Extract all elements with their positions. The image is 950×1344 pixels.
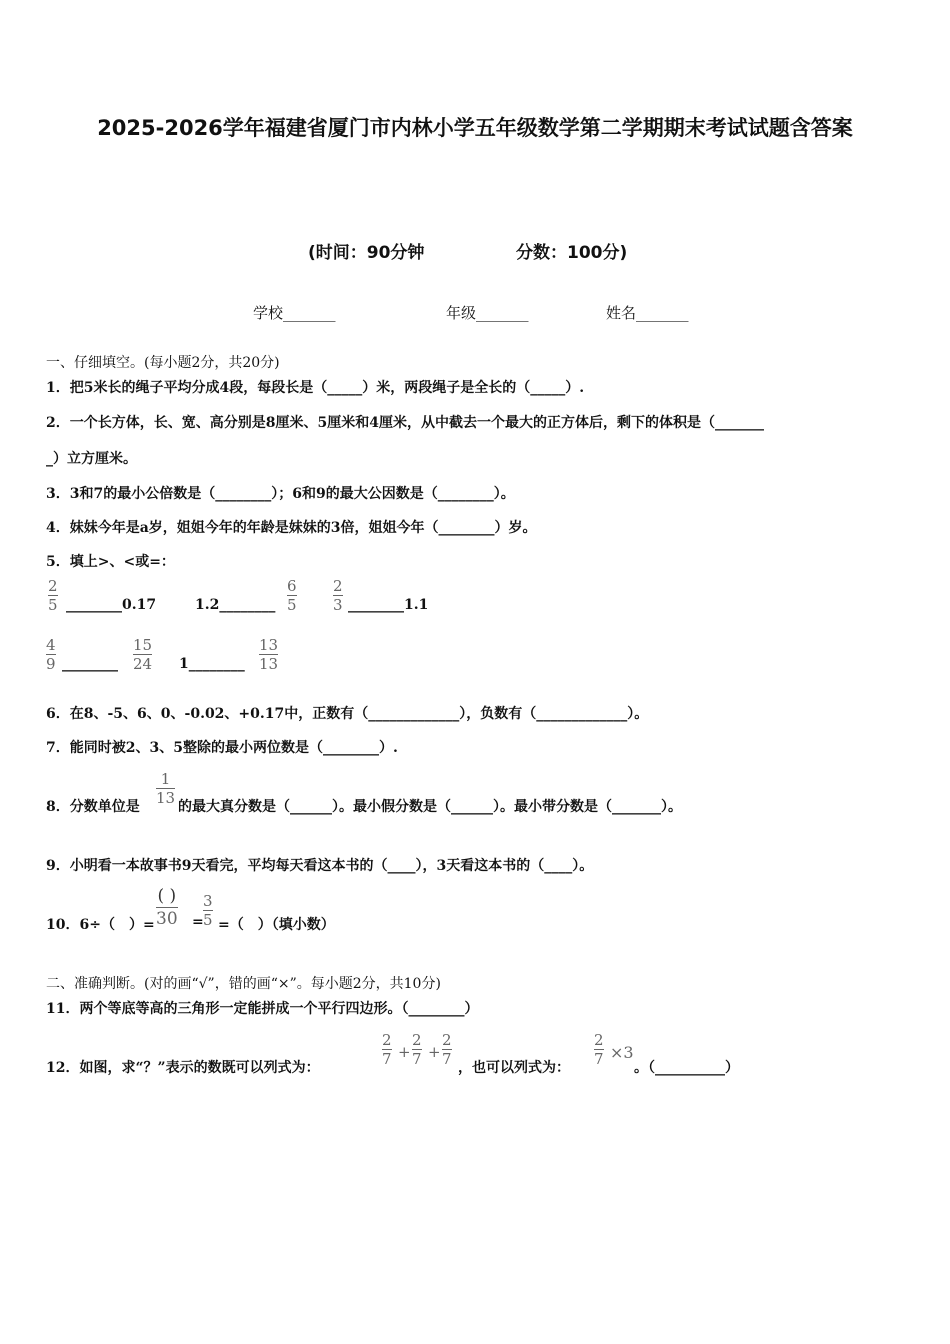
equals-sign: = [192, 914, 204, 930]
question-12-end: 。（__________） [634, 1060, 739, 1076]
fraction-2-3: 2 3 [333, 577, 343, 614]
exam-score: 分数：100分) [516, 243, 628, 263]
section-2-heading: 二、准确判断。(对的画“√”，错的画“×”。每小题2分，共10分) [46, 976, 441, 992]
question-1: 1．把5米长的绳子平均分成4段，每段长是（_____）米，两段绳子是全长的（_____）. [46, 380, 585, 396]
question-12-start: 12．如图，求“？”表示的数既可以列式为： [46, 1060, 320, 1076]
question-9: 9．小明看一本故事书9天看完，平均每天看这本书的（____），3天看这本书的（____）。 [46, 858, 594, 874]
fraction-4-9: 4 9 [46, 636, 56, 673]
compare-blank-2[interactable]: 1.2________ [195, 597, 276, 613]
fraction-15-24: 15 24 [133, 636, 153, 673]
compare-blank-1[interactable]: ________0.17 [66, 597, 157, 613]
fraction-blank-30: ( ) 30 [156, 886, 178, 929]
question-8-end: 的最大真分数是（______）。最小假分数是（______）。最小带分数是（_______）。 [178, 799, 682, 815]
exam-time: (时间：90分钟 [308, 243, 425, 263]
question-7: 7．能同时被2、3、5整除的最小两位数是（________）. [46, 740, 398, 756]
question-2-line-2: _）立方厘米。 [46, 451, 137, 467]
question-3: 3．3和7的最小公倍数是（________）；6和9的最大公因数是（________）。 [46, 486, 515, 502]
fraction-3-5: 3 5 [203, 892, 213, 929]
times-three: ×3 [610, 1043, 634, 1062]
section-1-heading: 一、仔细填空。(每小题2分，共20分) [46, 355, 280, 371]
fraction-2-7-c: 2 7 [442, 1031, 452, 1068]
plus-sign-1: + [398, 1043, 411, 1061]
school-field[interactable]: 学校_______ [253, 304, 336, 322]
compare-blank-5[interactable]: 1________ [179, 656, 245, 672]
fraction-2-7-d: 2 7 [594, 1031, 604, 1068]
question-4: 4．妹妹今年是a岁，姐姐今年的年龄是妹妹的3倍，姐姐今年（________）岁。 [46, 520, 537, 536]
fraction-2-7-b: 2 7 [412, 1031, 422, 1068]
plus-sign-2: + [428, 1043, 441, 1061]
fraction-1-13: 1 13 [156, 770, 176, 807]
compare-blank-4[interactable]: ________ [62, 656, 118, 672]
fraction-2-5: 2 5 [48, 577, 58, 614]
page-title: 2025-2026学年福建省厦门市内林小学五年级数学第二学期期末考试试题含答案 [97, 116, 853, 140]
name-field[interactable]: 姓名_______ [606, 304, 689, 322]
question-10-end: =（ ）（填小数） [218, 917, 335, 933]
question-10-start: 10．6÷（ ）= [46, 917, 155, 933]
question-5: 5．填上>、<或=： [46, 554, 175, 570]
question-2-line-1: 2．一个长方体，长、宽、高分别是8厘米、5厘米和4厘米，从中截去一个最大的正方体后，剩下的体积是（_______ [46, 415, 764, 431]
question-11: 11．两个等底等高的三角形一定能拼成一个平行四边形。（________） [46, 1001, 479, 1017]
question-8-start: 8．分数单位是 [46, 799, 140, 815]
question-12-middle: ，也可以列式为： [458, 1060, 570, 1076]
fraction-6-5: 6 5 [287, 577, 297, 614]
compare-blank-3[interactable]: ________1.1 [348, 597, 429, 613]
fraction-13-13: 13 13 [259, 636, 279, 673]
grade-field[interactable]: 年级_______ [446, 304, 529, 322]
question-6: 6．在8、-5、6、0、-0.02、+0.17中，正数有（_____________），负数有（_____________）。 [46, 706, 649, 722]
fraction-2-7-a: 2 7 [382, 1031, 392, 1068]
